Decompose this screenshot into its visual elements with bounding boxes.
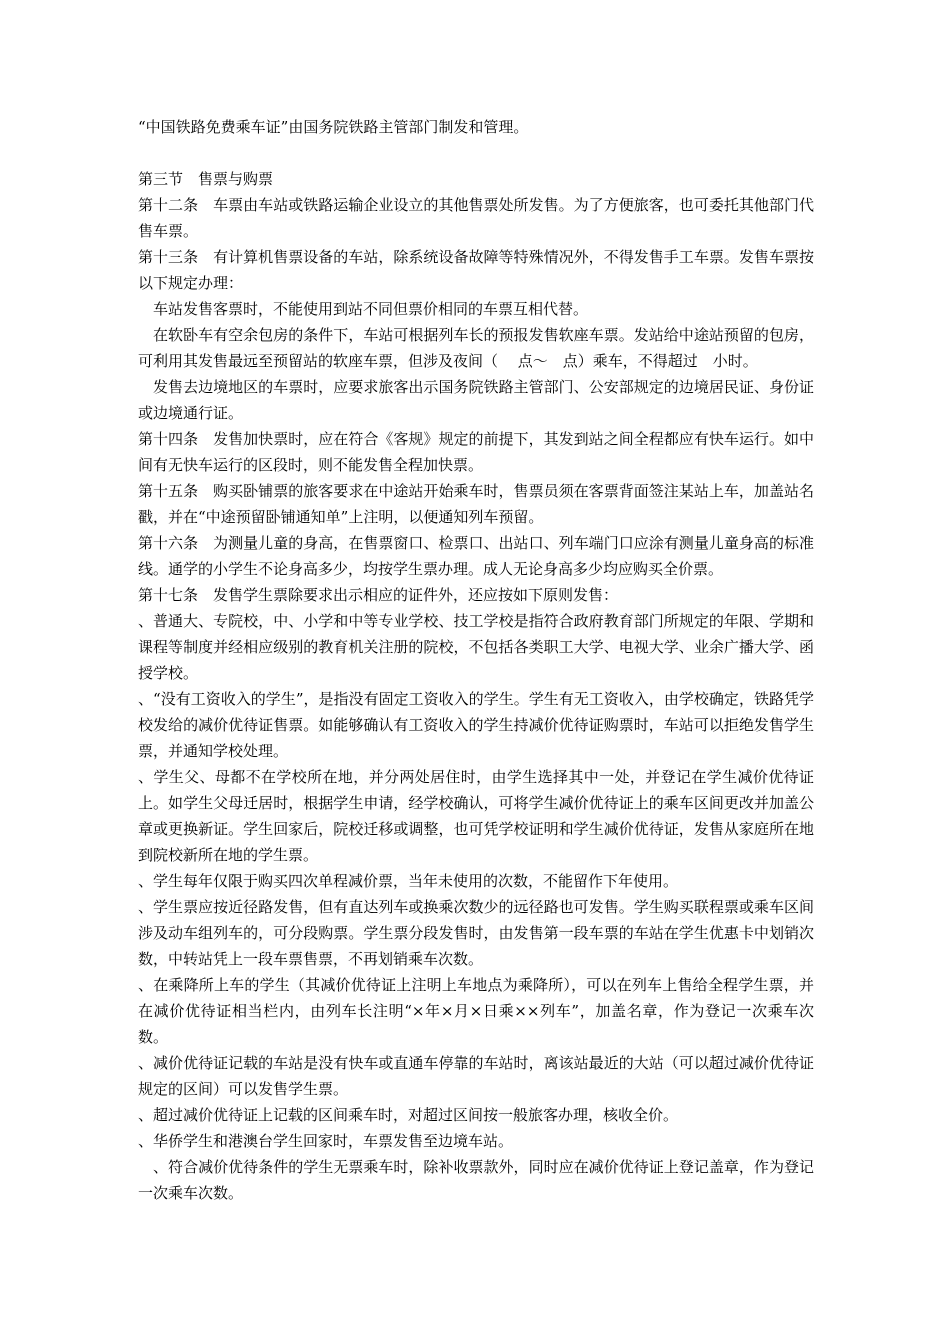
article-13: 第十三条 有计算机售票设备的车站，除系统设备故障等特殊情况外，不得发售手工车票。发售车票按以下规定办理：	[138, 248, 814, 292]
article-17-item-9: 、华侨学生和港澳台学生回家时，车票发售至边境车站。	[138, 1132, 514, 1150]
article-17-item-3: 、学生父、母都不在学校所在地，并分两处居住时，由学生选择其中一处，并登记在学生减价优待证上。如学生父母迁居时，根据学生申请，经学校确认，可将学生减价优待证上的乘车区间更改并加盖公章或更换新证。学生回家后，院校迁移或调整，也可凭学校证明和学生减价优待证，发售从家庭所在地到院校新所在地的学生票。	[138, 768, 814, 864]
article-13-item-3: 发售去边境地区的车票时，应要求旅客出示国务院铁路主管部门、公安部规定的边境居民证、身份证或边境通行证。	[138, 378, 814, 422]
blank-line	[138, 140, 814, 166]
document-page	[138, 114, 814, 1206]
article-17-item-6: 、在乘降所上车的学生（其减价优待证上注明上车地点为乘降所），可以在列车上售给全程学生票，并在减价优待证相当栏内，由列车长注明“×年×月×日乘××列车”，加盖名章，作为登记一次乘车次数。	[138, 976, 814, 1046]
paragraph-free-pass: “中国铁路免费乘车证”由国务院铁路主管部门制发和管理。	[138, 118, 529, 136]
article-13-item-2: 在软卧车有空余包房的条件下，车站可根据列车长的预报发售软座车票。发站给中途站预留的包房，可利用其发售最远至预留站的软座车票，但涉及夜间（ 点～ 点）乘车，不得超过 小时。	[138, 326, 814, 370]
article-17-item-10: 、符合减价优待条件的学生无票乘车时，除补收票款外，同时应在减价优待证上登记盖章，作为登记一次乘车次数。	[138, 1158, 814, 1202]
article-12: 第十二条 车票由车站或铁路运输企业设立的其他售票处所发售。为了方便旅客，也可委托其他部门代售车票。	[138, 196, 814, 240]
article-17-item-1: 、普通大、专院校，中、小学和中等专业学校、技工学校是指符合政府教育部门所规定的年限、学期和课程等制度并经相应级别的教育机关注册的院校，不包括各类职工大学、电视大学、业余广播大学、函授学校。	[138, 612, 814, 682]
article-17-item-7: 、减价优待证记载的车站是没有快车或直通车停靠的车站时，离该站最近的大站（可以超过减价优待证规定的区间）可以发售学生票。	[138, 1054, 814, 1098]
section-title: 第三节 售票与购票	[138, 170, 274, 188]
article-17-item-4: 、学生每年仅限于购买四次单程减价票，当年未使用的次数，不能留作下年使用。	[138, 872, 679, 890]
article-17-item-5: 、学生票应按近径路发售，但有直达列车或换乘次数少的远径路也可发售。学生购买联程票或乘车区间涉及动车组列车的，可分段购票。学生票分段发售时，由发售第一段车票的车站在学生优惠卡中划销次数，中转站凭上一段车票售票，不再划销乘车次数。	[138, 898, 814, 968]
article-17-item-8: 、超过减价优待证上记载的区间乘车时，对超过区间按一般旅客办理，核收全价。	[138, 1106, 679, 1124]
article-15: 第十五条 购买卧铺票的旅客要求在中途站开始乘车时，售票员须在客票背面签注某站上车，加盖站名戳，并在“中途预留卧铺通知单”上注明，以便通知列车预留。	[138, 482, 814, 526]
article-13-item-1: 车站发售客票时，不能使用到站不同但票价相同的车票互相代替。	[138, 300, 589, 318]
article-16: 第十六条 为测量儿童的身高，在售票窗口、检票口、出站口、列车端门口应涂有测量儿童身高的标准线。通学的小学生不论身高多少，均按学生票办理。成人无论身高多少均应购买全价票。	[138, 534, 814, 578]
article-17: 第十七条 发售学生票除要求出示相应的证件外，还应按如下原则发售：	[138, 586, 619, 604]
article-17-item-2: 、“没有工资收入的学生”，是指没有固定工资收入的学生。学生有无工资收入，由学校确定，铁路凭学校发给的减价优待证售票。如能够确认有工资收入的学生持减价优待证购票时，车站可以拒绝发售学生票，并通知学校处理。	[138, 690, 814, 760]
article-14: 第十四条 发售加快票时，应在符合《客规》规定的前提下，其发到站之间全程都应有快车运行。如中间有无快车运行的区段时，则不能发售全程加快票。	[138, 430, 814, 474]
